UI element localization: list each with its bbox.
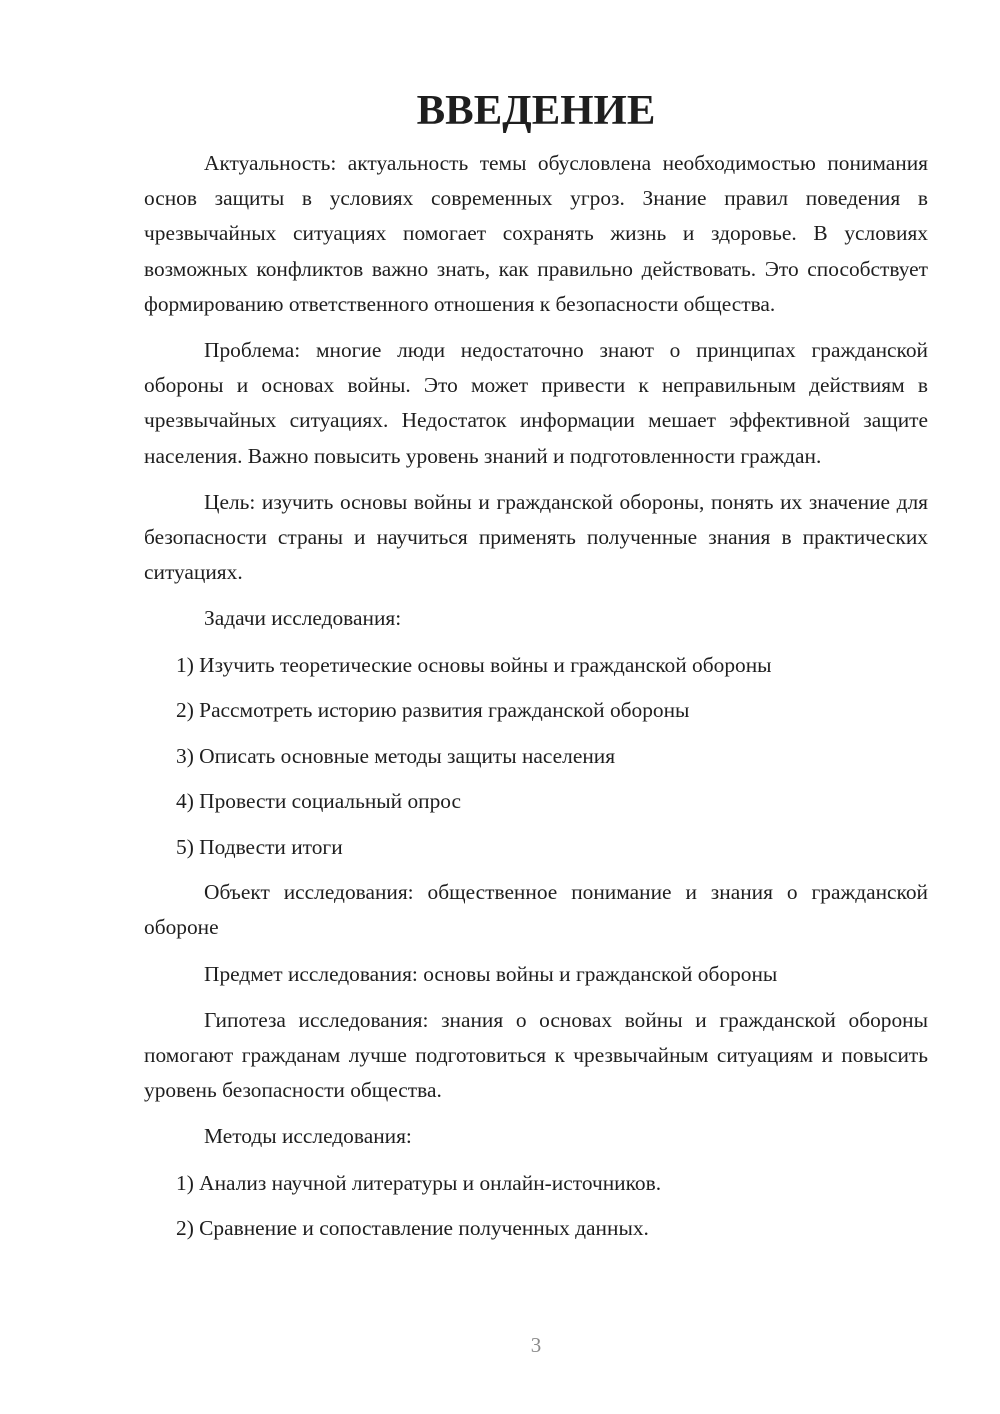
- document-title: ВВЕДЕНИЕ: [416, 87, 656, 134]
- list-item: 2) Рассмотреть историю развития гражданской обороны: [176, 698, 690, 723]
- list-item: 1) Изучить теоретические основы войны и гражданской обороны: [176, 652, 772, 677]
- tasks-list: [144, 648, 928, 865]
- list-item: 4) Провести социальный опрос: [176, 789, 462, 814]
- page-number: 3: [530, 1333, 542, 1357]
- tasks-heading: Задачи исследования:: [204, 606, 402, 631]
- paragraph-subject: Предмет исследования: основы войны и гражданской обороны: [204, 961, 778, 986]
- paragraph-hypothesis: Гипотеза исследования: знания о основах войны и гражданской обороны помогают гражданам лучше подготовиться к чрезвычайным ситуациям и повысить уровень безопасности общества.: [144, 1007, 928, 1103]
- paragraph-problem: Проблема: многие люди недостаточно знают о принципах гражданской обороны и основах войны. Это может привести к неправильным действиям в чрезвычайных ситуациях. Недостаток информации мешает эффективной защите населения. Важно повысить уровень знаний и подготовленности граждан.: [144, 338, 928, 468]
- list-item: 2) Сравнение и сопоставление полученных данных.: [176, 1216, 649, 1241]
- page-content: [144, 87, 928, 1257]
- paragraph-relevance: Актуальность: актуальность темы обусловлена необходимостью понимания основ защиты в условиях современных угроз. Знание правил поведения в чрезвычайных ситуациях помогает сохранять жизнь и здоровье. В условиях возможных конфликтов важно знать, как правильно действовать. Это способствует формированию ответственного отношения к безопасности общества.: [144, 151, 928, 316]
- list-item: 5) Подвести итоги: [176, 834, 343, 859]
- paragraph-object: Объект исследования: общественное понимание и знания о гражданской обороне: [144, 880, 928, 940]
- methods-list: [144, 1166, 928, 1247]
- paragraph-goal: Цель: изучить основы войны и гражданской обороны, понять их значение для безопасности страны и научиться применять полученные знания в практических ситуациях.: [144, 489, 928, 585]
- list-item: 1) Анализ научной литературы и онлайн-источников.: [176, 1170, 662, 1195]
- methods-heading: Методы исследования:: [204, 1124, 412, 1149]
- list-item: 3) Описать основные методы защиты населения: [176, 743, 616, 768]
